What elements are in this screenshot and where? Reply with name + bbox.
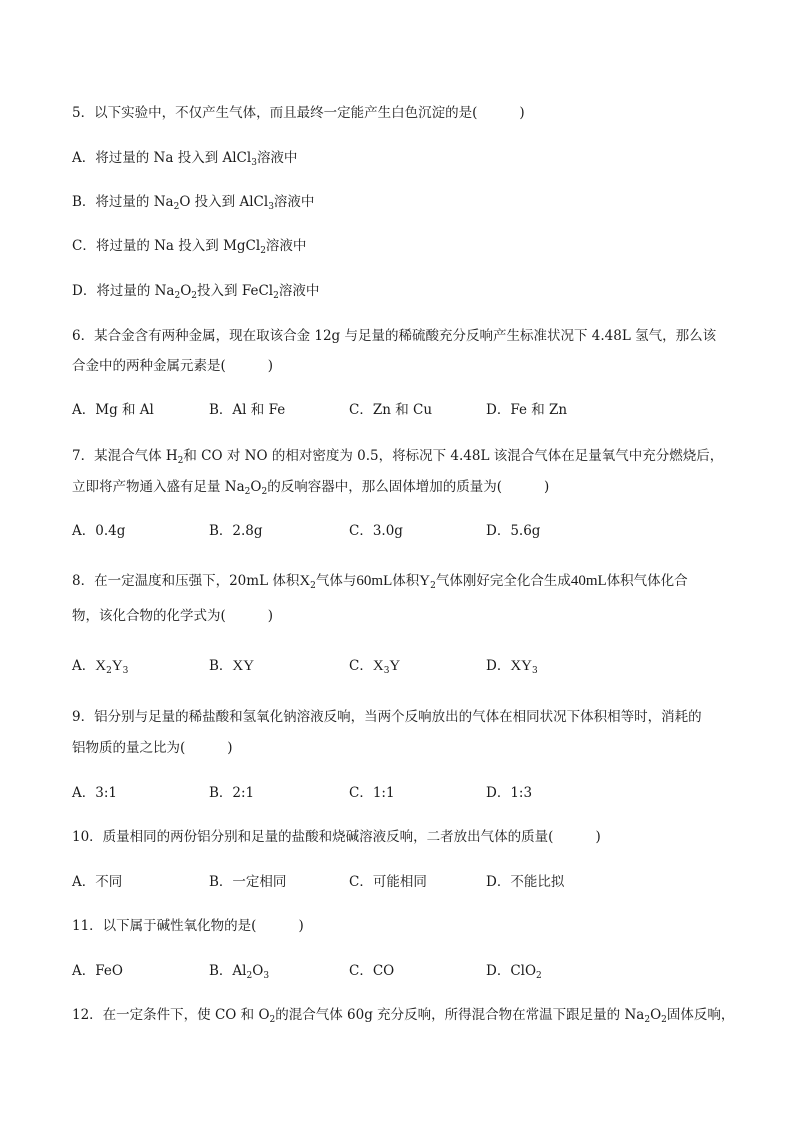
q7-option-b: B．2.8g (209, 523, 263, 539)
q6-stem-line2: 合金中的两种金属元素是( ) (72, 358, 274, 374)
q8-option-d: D．$XY_3$ (486, 658, 538, 676)
q5-option-c: C．将过量的 Na 投入到 MgCl$_2$溶液中 (72, 238, 307, 256)
q6-option-b: B．Al 和 Fe (209, 402, 286, 418)
q7-option-d: D．5.6g (486, 523, 541, 539)
q6-option-c: C．Zn 和 Cu (349, 402, 433, 418)
q6-option-a: A．Mg 和 Al (72, 402, 154, 418)
q11-option-c: C．CO (349, 963, 395, 979)
q9-option-a: A．3:1 (72, 785, 117, 801)
q5-stem-close: ) (519, 105, 525, 121)
q5-stem (72, 104, 525, 122)
q11-option-a: A．FeO (72, 963, 123, 979)
q11-option-b: B．$Al_2O_3$ (209, 963, 270, 981)
q7-option-a: A．0.4g (72, 523, 126, 539)
q5-option-a: A．将过量的 Na 投入到 AlCl$_3$溶液中 (72, 150, 298, 168)
q5-option-b: B．将过量的 $Na_2O$ 投入到 AlCl$_3$溶液中 (72, 194, 315, 212)
q8-option-b: B．XY (209, 658, 255, 674)
q12-stem-line1: 12．在一定条件下，使 CO 和 $O_2$的混合气体 60g 充分反响，所得混合物在常温下跟足量的 $Na_2O_2$固体反响， (72, 1007, 735, 1025)
q10-stem: 10．质量相同的两份铝分别和足量的盐酸和烧碱溶液反响，二者放出气体的质量( ) (72, 829, 601, 845)
q9-stem-line2: 铝物质的量之比为( ) (72, 740, 233, 756)
q7-stem-line1: 7．某混合气体 $H_2$和 CO 对 NO 的相对密度为 0.5，将标况下 4.48L 该混合气体在足量氧气中充分燃烧后， (72, 448, 724, 466)
q7-option-c: C．3.0g (349, 523, 403, 539)
q8-stem-line1: 8．在一定温度和压强下，20mL 体积$X_2$气体与60mL体积$Y_2$气体刚好完全化合生成40mL体积气体化合 (72, 573, 688, 591)
q9-stem-line1: 9．铝分别与足量的稀盐酸和氢氧化钠溶液反响，当两个反响放出的气体在相同状况下体积相等时，消耗的 (72, 709, 702, 725)
q10-option-b: B．一定相同 (209, 874, 287, 890)
q11-stem: 11．以下属于碱性氧化物的是( ) (72, 918, 304, 934)
q10-option-c: C．可能相同 (349, 874, 427, 890)
q5-stem-text: 5．以下实验中，不仅产生气体，而且最终一定能产生白色沉淀的是( (72, 105, 478, 121)
q10-option-a: A．不同 (72, 874, 123, 890)
q9-option-d: D．1:3 (486, 785, 533, 801)
q6-stem-line1: 6．某合金含有两种金属，现在取该合金 12g 与足量的稀硫酸充分反响产生标准状况下 4.48L 氢气，那么该 (72, 328, 717, 344)
q10-option-d: D．不能比拟 (486, 874, 565, 890)
q8-option-a: A．$X_2Y_3$ (72, 658, 129, 676)
q5-option-d: D．将过量的 $Na_2O_2$投入到 FeCl$_2$溶液中 (72, 283, 320, 301)
q8-stem-line2: 物，该化合物的化学式为( ) (72, 608, 274, 624)
q9-option-b: B．2:1 (209, 785, 255, 801)
q6-option-d: D．Fe 和 Zn (486, 402, 568, 418)
q7-stem-line2: 立即将产物通入盛有足量 $Na_2O_2$的反响容器中，那么固体增加的质量为( ) (72, 479, 550, 497)
q8-option-c: C．$X_3Y$ (349, 658, 401, 676)
q11-option-d: D．ClO$_2$ (486, 963, 542, 981)
q9-option-c: C．1:1 (349, 785, 395, 801)
